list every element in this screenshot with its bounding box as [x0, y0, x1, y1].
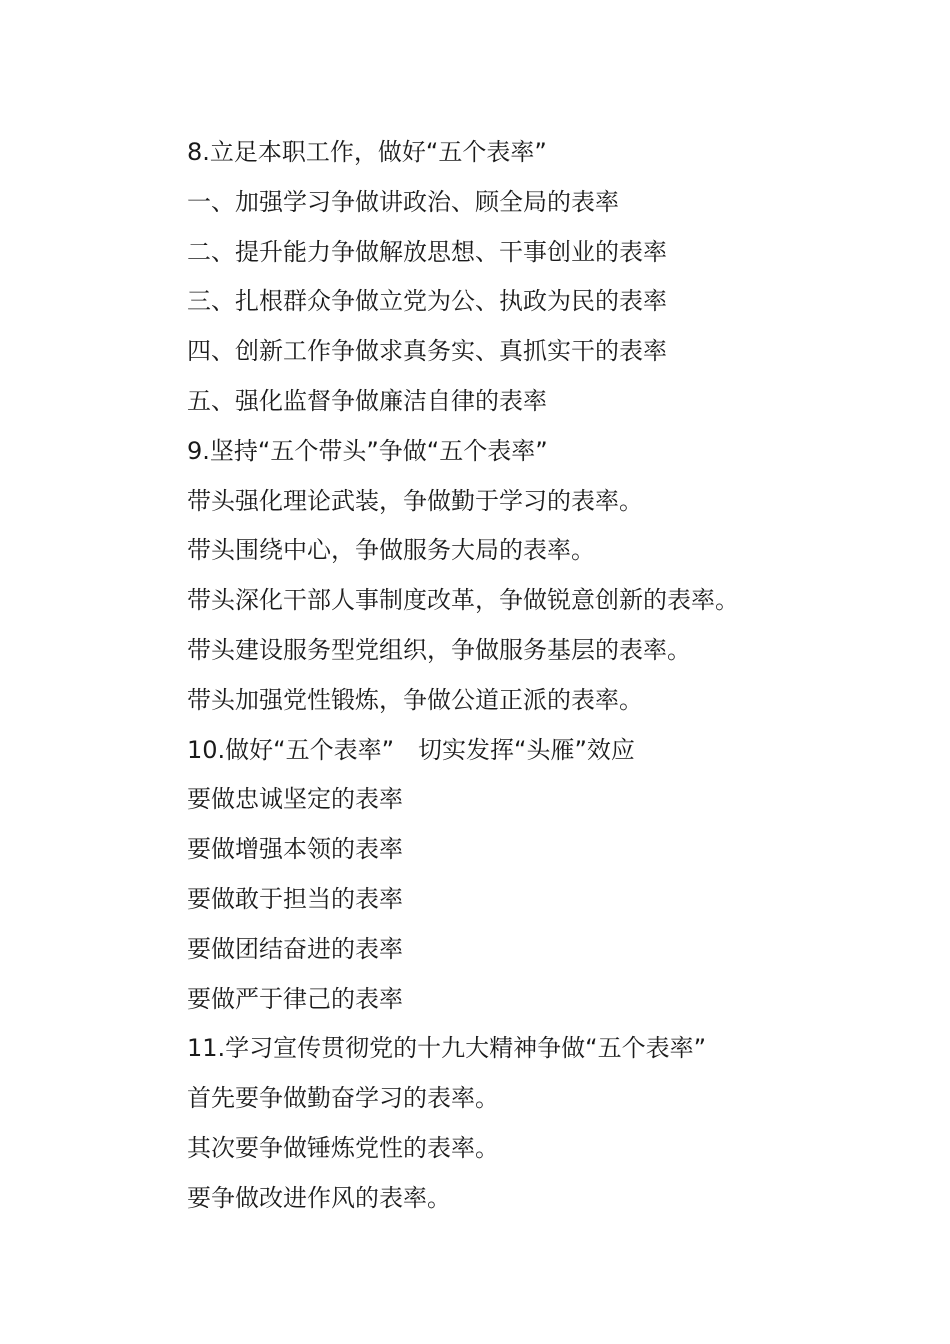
list-item: 四、创新工作争做求真务实、真抓实干的表率	[187, 337, 667, 366]
list-item: 三、扎根群众争做立党为公、执政为民的表率	[187, 287, 667, 316]
document-body	[187, 128, 887, 1224]
section-heading-11: 11.学习宣传贯彻党的十九大精神争做“五个表率”	[187, 1034, 707, 1063]
list-item: 二、提升能力争做解放思想、干事创业的表率	[187, 237, 667, 266]
section-heading-9: 9.坚持“五个带头”争做“五个表率”	[187, 436, 548, 465]
list-item: 要做忠诚坚定的表率	[187, 785, 403, 814]
list-item: 首先要争做勤奋学习的表率。	[187, 1084, 499, 1113]
list-item: 五、强化监督争做廉洁自律的表率	[187, 386, 547, 415]
list-item: 带头强化理论武装，争做勤于学习的表率。	[187, 486, 643, 515]
list-item: 带头建设服务型党组织，争做服务基层的表率。	[187, 635, 691, 664]
list-item: 带头加强党性锻炼，争做公道正派的表率。	[187, 685, 643, 714]
list-item: 带头围绕中心，争做服务大局的表率。	[187, 536, 595, 565]
section-heading-8: 8.立足本职工作，做好“五个表率”	[187, 138, 547, 166]
list-item: 要争做改进作风的表率。	[187, 1183, 451, 1212]
list-item: 其次要争做锤炼党性的表率。	[187, 1133, 499, 1162]
list-item: 一、加强学习争做讲政治、顾全局的表率	[187, 187, 619, 216]
list-item: 要做严于律己的表率	[187, 984, 403, 1013]
section-heading-10: 10.做好“五个表率” 切实发挥“头雁”效应	[187, 735, 635, 764]
list-item: 要做团结奋进的表率	[187, 934, 403, 963]
list-item: 带头深化干部人事制度改革，争做锐意创新的表率。	[187, 586, 739, 615]
list-item: 要做增强本领的表率	[187, 835, 403, 864]
list-item: 要做敢于担当的表率	[187, 884, 403, 913]
